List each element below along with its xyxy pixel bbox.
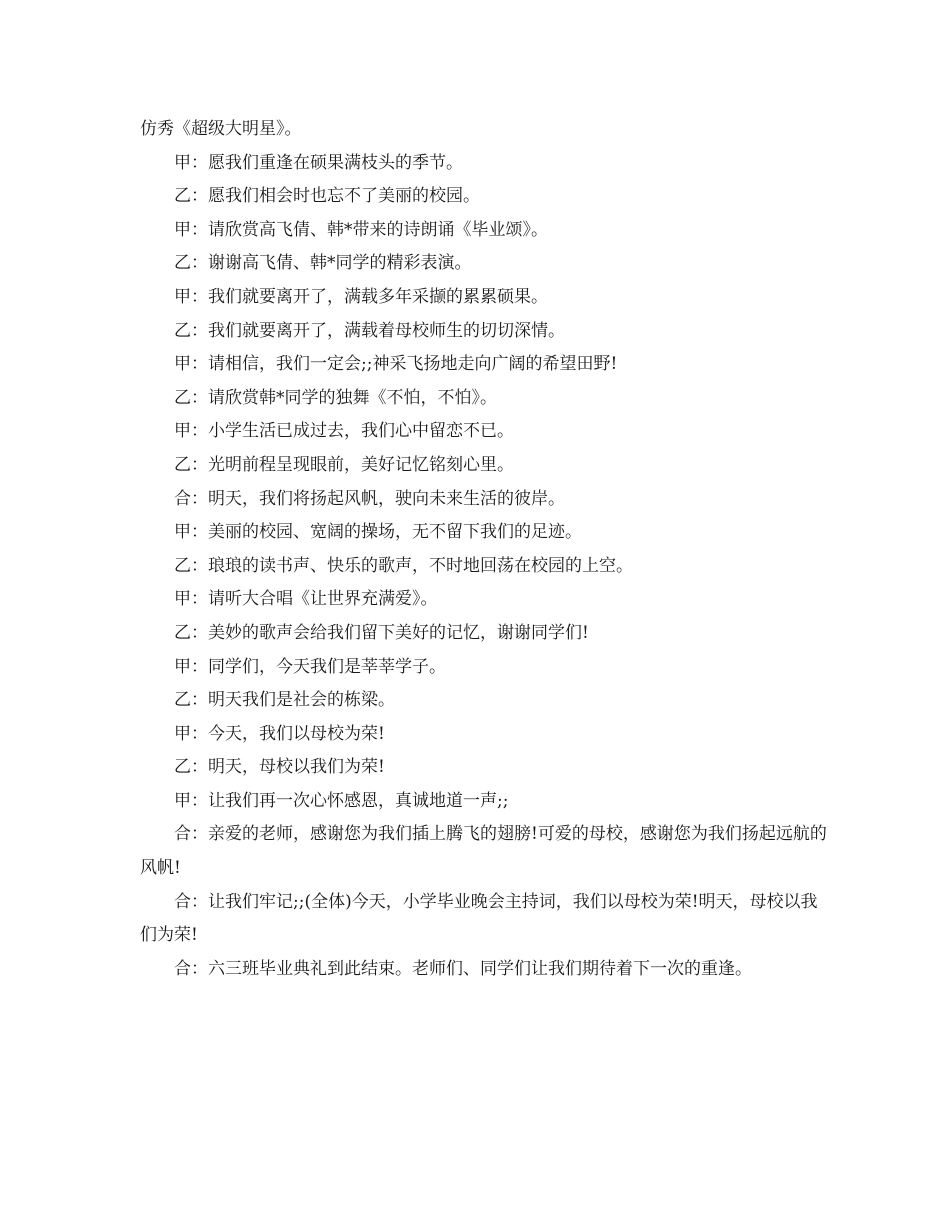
dialogue-line: 甲：请欣赏高飞倩、韩*带来的诗朗诵《毕业颂》。 (174, 219, 548, 240)
dialogue-line: 甲：今天，我们以母校为荣! (174, 723, 385, 744)
dialogue-line: 乙：明天，母校以我们为荣! (174, 757, 385, 778)
dialogue-line: 甲：请相信，我们一定会;;神采飞扬地走向广阔的希望田野! (174, 354, 618, 375)
dialogue-line: 甲：我们就要离开了，满载多年采撷的累累硕果。 (174, 286, 548, 307)
dialogue-line: 乙：我们就要离开了，满载着母校师生的切切深情。 (174, 320, 565, 341)
dialogue-line: 乙：请欣赏韩*同学的独舞《不怕，不怕》。 (174, 387, 497, 408)
dialogue-line: 甲：请听大合唱《让世界充满爱》。 (174, 589, 438, 610)
dialogue-line: 乙：美妙的歌声会给我们留下美好的记忆，谢谢同学们! (174, 622, 589, 643)
dialogue-line: 合：明天，我们将扬起风帆，驶向未来生活的彼岸。 (174, 488, 565, 509)
dialogue-line: 乙：琅琅的读书声、快乐的歌声，不时地回荡在校园的上空。 (174, 555, 633, 576)
dialogue-line: 甲：小学生活已成过去，我们心中留恋不已。 (174, 421, 514, 442)
document-body (140, 113, 832, 986)
dialogue-line-closing: 合：六三班毕业典礼到此结束。老师们、同学们让我们期待着下一次的重逢。 (174, 958, 752, 979)
dialogue-line: 甲：愿我们重逢在硕果满枝头的季节。 (174, 152, 463, 173)
paragraph-intro: 仿秀《超级大明星》。 (140, 119, 302, 139)
dialogue-line: 乙：愿我们相会时也忘不了美丽的校园。 (174, 186, 480, 207)
dialogue-line: 合：让我们牢记;;(全体)今天，小学毕业晚会主持词，我们以母校为荣!明天，母校以我们为荣! (140, 891, 818, 946)
dialogue-line: 甲：让我们再一次心怀感恩，真诚地道一声;; (174, 790, 509, 811)
dialogue-line: 甲：美丽的校园、宽阔的操场，无不留下我们的足迹。 (174, 522, 582, 543)
dialogue-line: 乙：光明前程呈现眼前，美好记忆铭刻心里。 (174, 454, 514, 475)
dialogue-line: 乙：明天我们是社会的栋梁。 (174, 690, 395, 711)
dialogue-line: 乙：谢谢高飞倩、韩*同学的精彩表演。 (174, 253, 472, 274)
dialogue-line: 甲：同学们，今天我们是莘莘学子。 (174, 656, 446, 677)
dialogue-line: 合：亲爱的老师，感谢您为我们插上腾飞的翅膀!可爱的母校，感谢您为我们扬起远航的风帆! (140, 824, 827, 879)
